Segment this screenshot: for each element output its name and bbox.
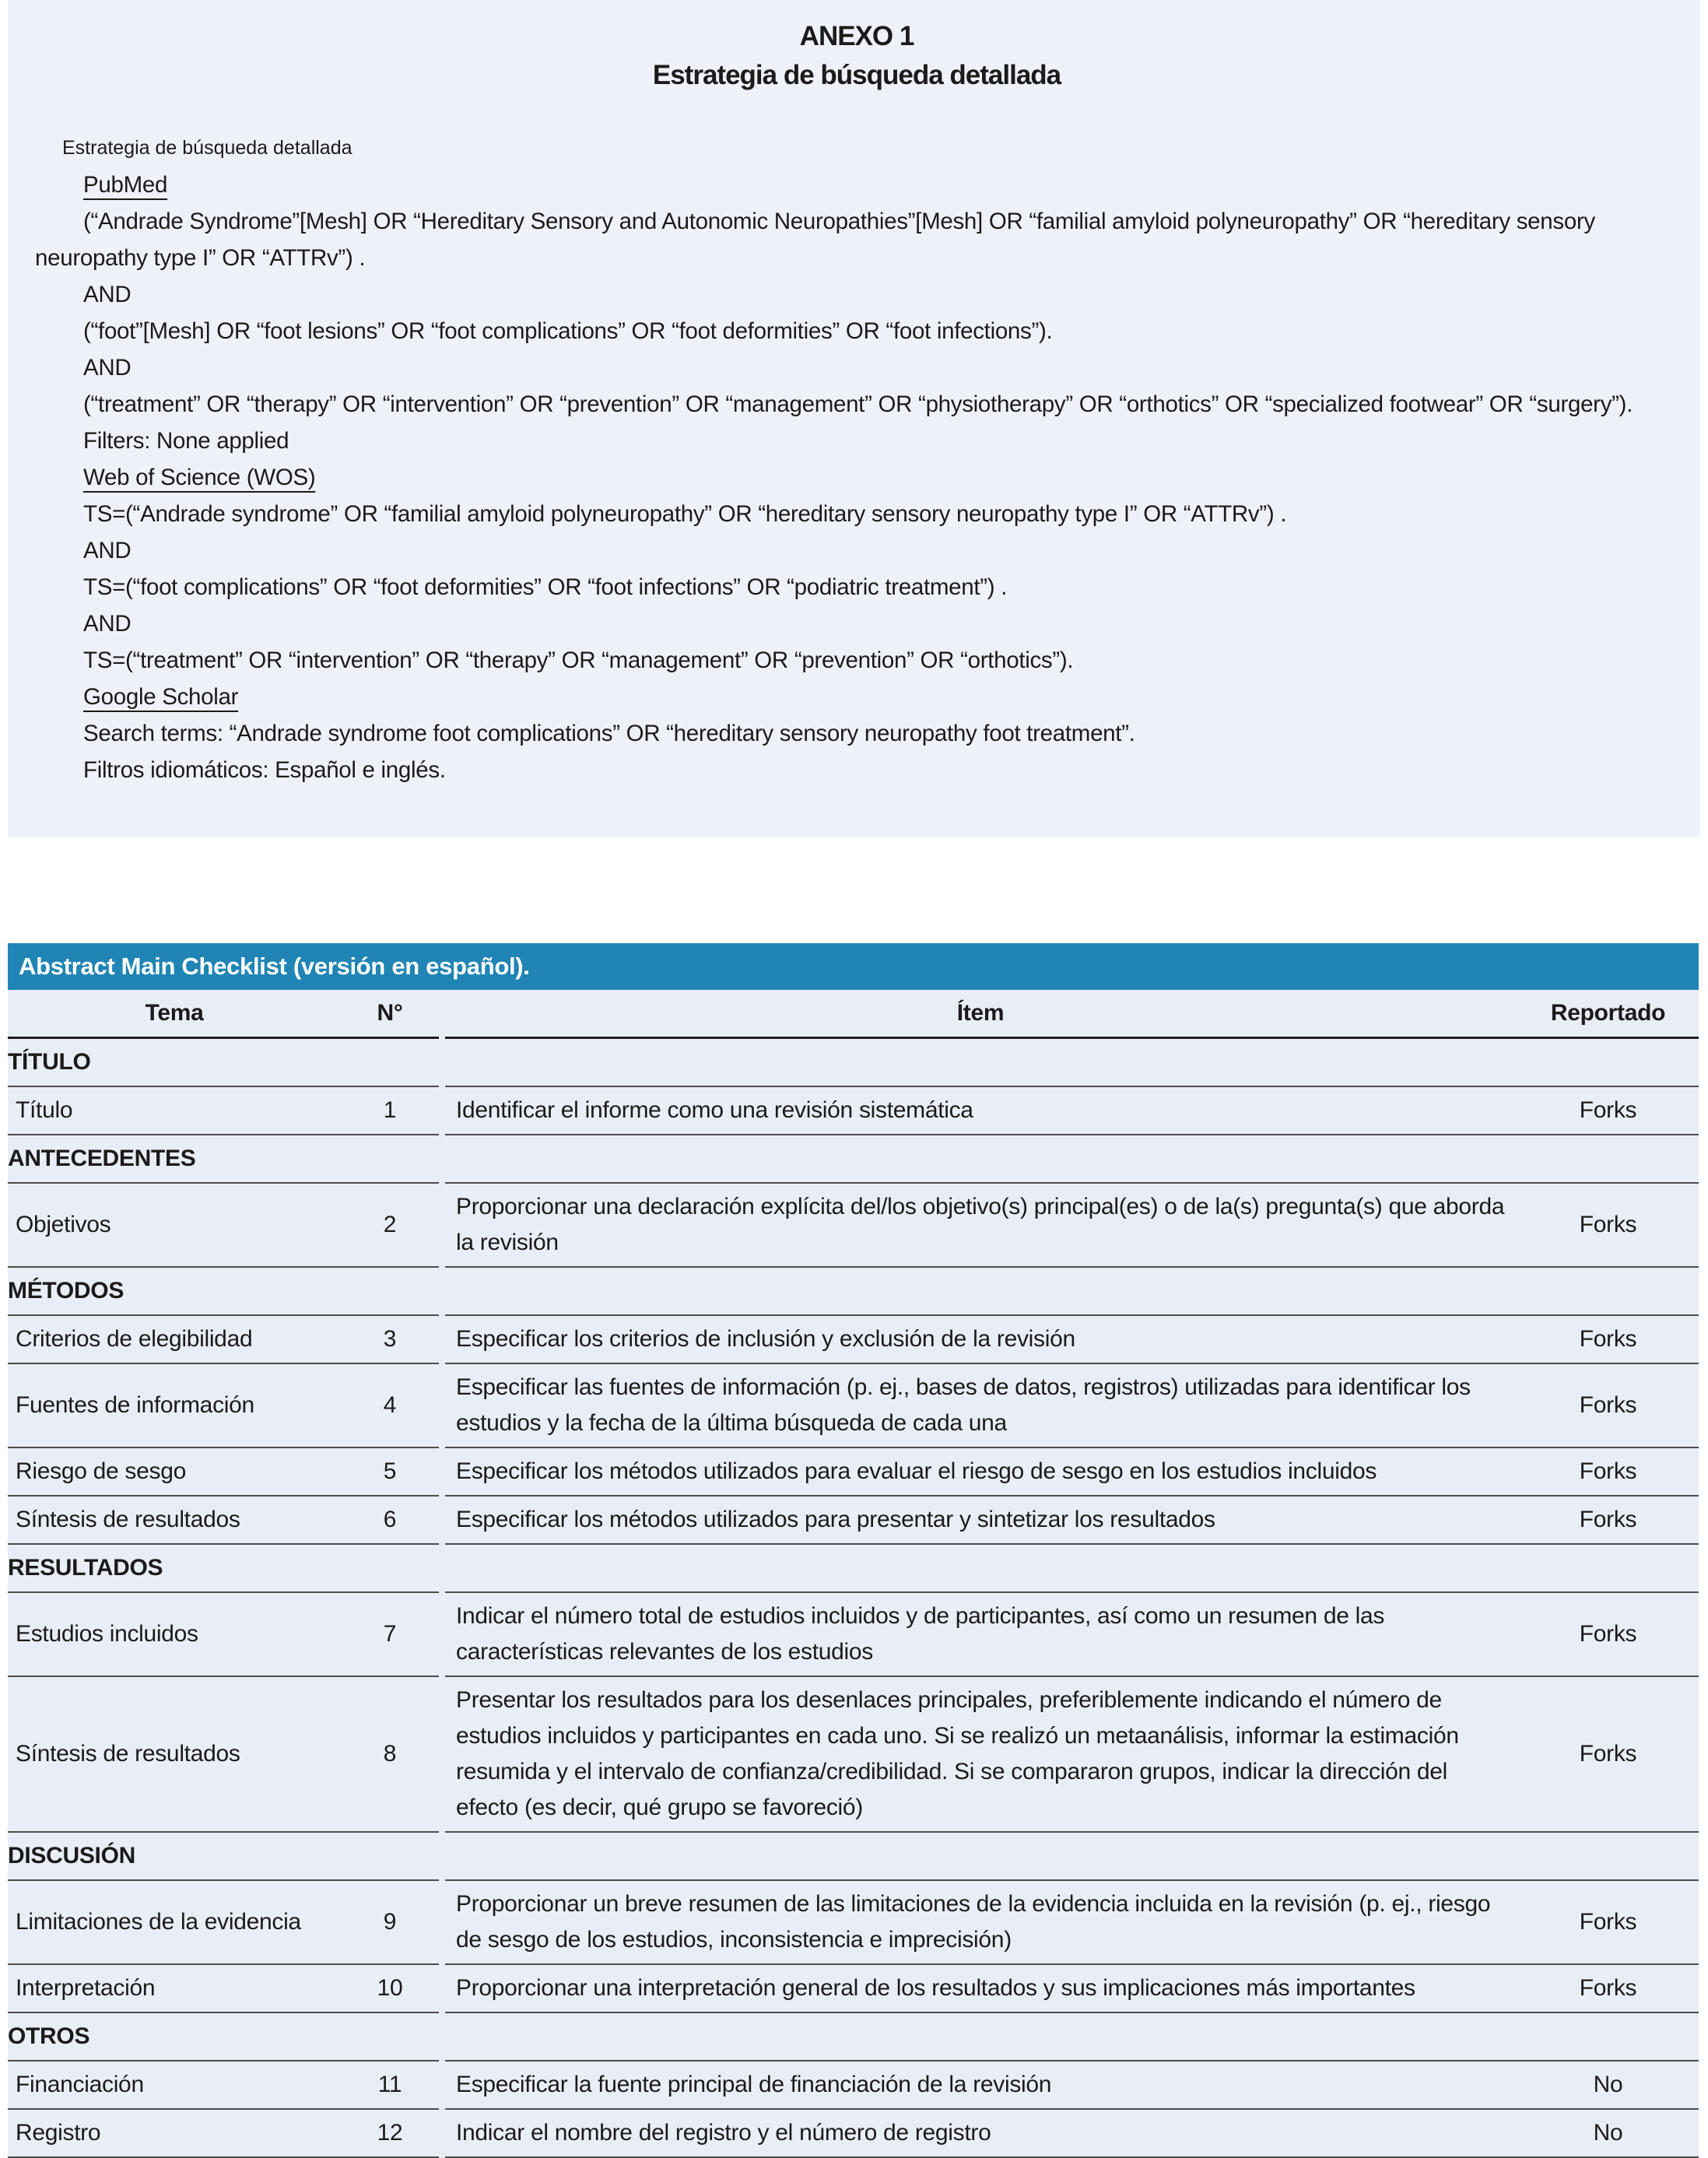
cell-numero: 5 bbox=[341, 1447, 442, 1496]
search-line-pubmed-query-1: (“Andrade Syndrome”[Mesh] OR “Hereditary Sensory and Autonomic Neuropathies”[Mesh] OR “familial amyloid polyneuropathy” OR “hereditary sensory neuropathy type I” OR “ATTRv”) . bbox=[35, 209, 1595, 271]
cell-tema: Limitaciones de la evidencia bbox=[8, 1880, 341, 1964]
table-row bbox=[8, 1315, 1699, 1363]
search-line-and: AND bbox=[83, 538, 132, 563]
cell-tema: Fuentes de información bbox=[8, 1363, 341, 1447]
cell-item: Presentar los resultados para los desenlaces principales, preferiblemente indicando el número de estudios incluidos y participantes en cada uno. Si se realizó un metaanálisis, informar la estimación resumida y el intervalo de confianza/credibilidad. Si se compararon grupos, indicar la dirección del efecto (es decir, qué grupo se favoreció) bbox=[442, 1676, 1517, 1832]
table-row bbox=[8, 1183, 1699, 1267]
table-row bbox=[8, 2109, 1699, 2157]
section-row-otros bbox=[8, 2012, 1699, 2061]
cell-reportado: Forks bbox=[1517, 1315, 1699, 1363]
cell-numero: 10 bbox=[341, 1964, 442, 2012]
search-line-wos-query-1: TS=(“Andrade syndrome” OR “familial amyloid polyneuropathy” OR “hereditary sensory neuropathy type I” OR “ATTRv”) . bbox=[83, 501, 1287, 527]
cell-tema: Criterios de elegibilidad bbox=[8, 1315, 341, 1363]
cell-reportado: Forks bbox=[1517, 1964, 1699, 2012]
search-line-scholar-terms: Search terms: “Andrade syndrome foot complications” OR “hereditary sensory neuropathy foot treatment”. bbox=[83, 721, 1135, 746]
search-line-pubmed-query-3: (“treatment” OR “therapy” OR “intervention” OR “prevention” OR “management” OR “physiotherapy” OR “orthotics” OR “specialized footwear” OR “surgery”). bbox=[83, 391, 1633, 417]
cell-tema: Estudios incluidos bbox=[8, 1592, 341, 1676]
section-header: MÉTODOS bbox=[8, 1267, 341, 1315]
pubmed-link-text: PubMed bbox=[83, 172, 168, 198]
cell-item: Proporcionar una interpretación general de los resultados y sus implicaciones más importantes bbox=[442, 1964, 1517, 2012]
search-line-pubmed-heading bbox=[35, 167, 1678, 203]
cell-reportado: Forks bbox=[1517, 1496, 1699, 1544]
table-title-bar: Abstract Main Checklist (versión en español). bbox=[8, 943, 1699, 990]
search-line-wos-query-3: TS=(“treatment” OR “intervention” OR “therapy” OR “management” OR “prevention” OR “orthotics”). bbox=[83, 647, 1074, 673]
cell-item: Especificar la fuente principal de financiación de la revisión bbox=[442, 2061, 1517, 2109]
cell-tema: Financiación bbox=[8, 2061, 341, 2109]
cell-numero: 11 bbox=[341, 2061, 442, 2109]
google-scholar-link-text: Google Scholar bbox=[83, 684, 239, 710]
search-line-pubmed-query-2: (“foot”[Mesh] OR “foot lesions” OR “foot complications” OR “foot deformities” OR “foot infections”). bbox=[83, 318, 1053, 344]
table-row bbox=[8, 1676, 1699, 1832]
cell-item: Identificar el informe como una revisión sistemática bbox=[442, 1086, 1517, 1135]
cell-reportado: Forks bbox=[1517, 1086, 1699, 1135]
column-header-numero: N° bbox=[341, 990, 442, 1038]
cell-tema: Título bbox=[8, 1086, 341, 1135]
cell-reportado: Forks bbox=[1517, 1183, 1699, 1267]
checklist-table-container bbox=[8, 943, 1699, 2158]
wos-link-text: Web of Science (WOS) bbox=[83, 465, 316, 490]
column-header-tema: Tema bbox=[8, 990, 341, 1038]
cell-tema: Riesgo de sesgo bbox=[8, 1447, 341, 1496]
column-header-row bbox=[8, 990, 1699, 1038]
cell-reportado: Forks bbox=[1517, 1592, 1699, 1676]
cell-reportado: Forks bbox=[1517, 1447, 1699, 1496]
cell-reportado: Forks bbox=[1517, 1676, 1699, 1832]
cell-reportado: No bbox=[1517, 2061, 1699, 2109]
section-row-discusion bbox=[8, 1832, 1699, 1880]
cell-numero: 12 bbox=[341, 2109, 442, 2157]
search-line-and: AND bbox=[83, 355, 132, 381]
annex-title: ANEXO 1 bbox=[799, 21, 914, 51]
section-header: TÍTULO bbox=[8, 1038, 341, 1087]
cell-tema: Síntesis de resultados bbox=[8, 1496, 341, 1544]
search-line-and: AND bbox=[83, 282, 132, 307]
cell-numero: 8 bbox=[341, 1676, 442, 1832]
search-line-wos-heading bbox=[35, 459, 1678, 496]
cell-item: Especificar las fuentes de información (p. ej., bases de datos, registros) utilizadas para identificar los estudios y la fecha de la última búsqueda de cada una bbox=[442, 1363, 1517, 1447]
cell-tema: Interpretación bbox=[8, 1964, 341, 2012]
cell-numero: 1 bbox=[341, 1086, 442, 1135]
cell-tema: Objetivos bbox=[8, 1183, 341, 1267]
annex-subtitle: Estrategia de búsqueda detallada bbox=[652, 60, 1061, 90]
table-row bbox=[8, 2061, 1699, 2109]
cell-item: Especificar los criterios de inclusión y exclusión de la revisión bbox=[442, 1315, 1517, 1363]
cell-numero: 4 bbox=[341, 1363, 442, 1447]
cell-tema: Registro bbox=[8, 2109, 341, 2157]
table-row bbox=[8, 1363, 1699, 1447]
cell-numero: 7 bbox=[341, 1592, 442, 1676]
cell-numero: 9 bbox=[341, 1880, 442, 1964]
table-row bbox=[8, 1496, 1699, 1544]
section-row-antecedentes bbox=[8, 1135, 1699, 1183]
cell-item: Indicar el número total de estudios incluidos y de participantes, así como un resumen de las características relevantes de los estudios bbox=[442, 1592, 1517, 1676]
cell-item: Indicar el nombre del registro y el número de registro bbox=[442, 2109, 1517, 2157]
search-line-and: AND bbox=[83, 611, 132, 637]
column-header-reportado: Reportado bbox=[1517, 990, 1699, 1038]
section-row-resultados bbox=[8, 1544, 1699, 1592]
table-row bbox=[8, 1592, 1699, 1676]
cell-reportado: No bbox=[1517, 2109, 1699, 2157]
search-line-wos-query-2: TS=(“foot complications” OR “foot deformities” OR “foot infections” OR “podiatric treatment”) . bbox=[83, 574, 1008, 600]
cell-item: Especificar los métodos utilizados para presentar y sintetizar los resultados bbox=[442, 1496, 1517, 1544]
search-line-scholar-heading bbox=[35, 679, 1678, 715]
search-line-filters: Filters: None applied bbox=[83, 428, 289, 454]
cell-numero: 3 bbox=[341, 1315, 442, 1363]
cell-item: Especificar los métodos utilizados para evaluar el riesgo de sesgo en los estudios incluidos bbox=[442, 1447, 1517, 1496]
section-header: OTROS bbox=[8, 2012, 341, 2061]
search-line-language-filters: Filtros idiomáticos: Español e inglés. bbox=[83, 757, 446, 783]
section-header: RESULTADOS bbox=[8, 1544, 341, 1592]
cell-tema: Síntesis de resultados bbox=[8, 1676, 341, 1832]
annex-panel bbox=[8, 0, 1700, 837]
annex-intro: Estrategia de búsqueda detallada bbox=[62, 137, 352, 159]
cell-numero: 6 bbox=[341, 1496, 442, 1544]
cell-numero: 2 bbox=[341, 1183, 442, 1267]
column-header-item: Ítem bbox=[442, 990, 1517, 1038]
section-header: ANTECEDENTES bbox=[8, 1135, 341, 1183]
table-row bbox=[8, 1447, 1699, 1496]
table-row bbox=[8, 1880, 1699, 1964]
section-header: DISCUSIÓN bbox=[8, 1832, 341, 1880]
table-row bbox=[8, 1964, 1699, 2012]
table-row bbox=[8, 1086, 1699, 1135]
checklist-table bbox=[8, 990, 1699, 2158]
section-row-titulo bbox=[8, 1038, 1699, 1087]
cell-reportado: Forks bbox=[1517, 1363, 1699, 1447]
cell-item: Proporcionar un breve resumen de las limitaciones de la evidencia incluida en la revisión (p. ej., riesgo de sesgo de los estudios, inconsistencia e imprecisión) bbox=[442, 1880, 1517, 1964]
cell-item: Proporcionar una declaración explícita del/los objetivo(s) principal(es) o de la(s) pregunta(s) que aborda la revisión bbox=[442, 1183, 1517, 1267]
section-row-metodos bbox=[8, 1267, 1699, 1315]
cell-reportado: Forks bbox=[1517, 1880, 1699, 1964]
